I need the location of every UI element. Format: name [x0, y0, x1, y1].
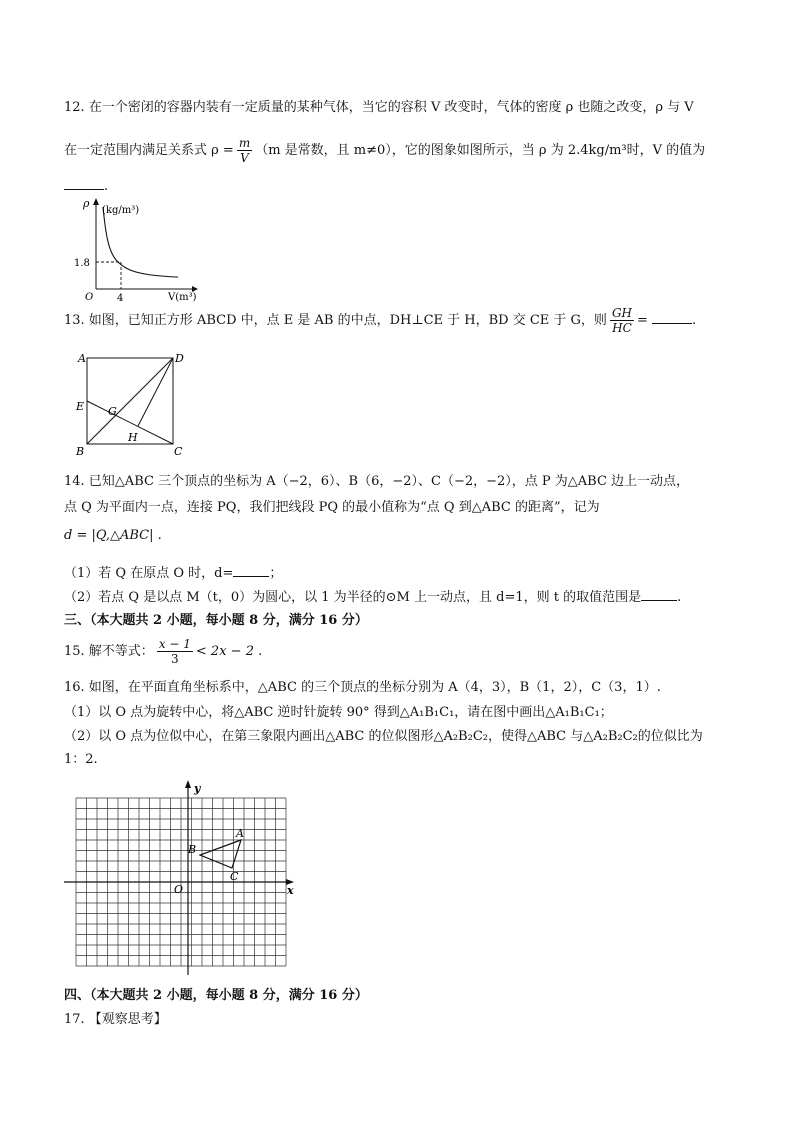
q12-x-tick: 4 [117, 293, 124, 304]
q16-line2: （1）以 O 点为旋转中心，将△ABC 逆时针旋转 90° 得到△A₁B₁C₁，请在图中画出△A₁B₁C₁； [64, 705, 613, 720]
q13-fraction [610, 306, 634, 335]
q16-y-label: y [194, 782, 201, 795]
q15-frac-den: 3 [171, 652, 179, 666]
q12-frac-num: m [238, 136, 251, 150]
q12-unit-label: (kg/m³) [102, 205, 140, 216]
q13-label-H: H [128, 431, 138, 444]
q12-line2-pre: 在一定范围内满足关系式 ρ = [64, 143, 234, 158]
q13-frac-den: HC [612, 321, 632, 335]
q13-figure [74, 348, 186, 458]
q15-line [64, 635, 262, 669]
q16-line4: 1：2. [64, 752, 98, 767]
q13-label-A: A [78, 352, 86, 365]
q12-fraction [237, 136, 252, 165]
q14-sub2-end: . [677, 590, 682, 605]
q15-fraction [157, 637, 193, 666]
q14-line3: d = |Q,△ABC| . [64, 528, 162, 543]
section-4-heading: 四、（本大题共 2 小题，每小题 8 分，满分 16 分） [64, 988, 368, 1003]
q12-line2 [64, 136, 705, 165]
q12-rho-label: ρ [83, 197, 90, 210]
q13-text-pre: 13. 如图，已知正方形 ABCD 中，点 E 是 AB 的中点，DH⊥CE 于 H，BD 交 CE 于 G，则 [64, 313, 607, 328]
q14-line2: 点 Q 为平面内一点，连接 PQ，我们把线段 PQ 的最小值称为“点 Q 到△ABC 的距离”，记为 [64, 500, 600, 515]
q16-label-C: C [230, 870, 239, 883]
q14-sub1-text: （1）若 Q 在原点 O 时，d= [64, 566, 234, 581]
q13-label-G: G [108, 405, 117, 418]
q14-sub1-end: ； [269, 566, 283, 581]
q12-frac-den: V [240, 151, 249, 165]
q13-answer-blank[interactable] [652, 311, 692, 324]
q15-frac-num: x − 1 [158, 637, 191, 651]
q16-y-arrow [185, 780, 191, 788]
q12-origin: O [85, 292, 94, 303]
q14-sub1-blank[interactable] [233, 564, 269, 577]
q15-post: < 2x − 2 . [195, 644, 263, 659]
q13-text-post: = [637, 313, 648, 328]
q16-line1: 16. 如图，在平面直角坐标系中，△ABC 的三个顶点的坐标分别为 A（4，3），B（1，2），C（3，1）. [64, 680, 661, 695]
q13-label-C: C [174, 445, 183, 458]
q12-y-arrow [93, 198, 99, 205]
q12-graph [74, 193, 200, 304]
q16-label-A: A [236, 827, 244, 840]
q13-label-B: B [76, 445, 85, 458]
section-3-heading: 三、（本大题共 2 小题，每小题 8 分，满分 16 分） [64, 613, 368, 628]
q14-sub1 [64, 564, 282, 582]
q12-curve [103, 207, 178, 277]
q12-x-label: V(m³) [168, 292, 197, 303]
q14-sub2-text: （2）若点 Q 是以点 M（t，0）为圆心，以 1 为半径的⊙M 上一动点，且 d=1，则 t 的取值范围是 [64, 590, 642, 605]
q16-label-B: B [188, 843, 197, 856]
q14-line1: 14. 已知△ABC 三个顶点的坐标为 A（−2，6）、B（6，−2）、C（−2，−2），点 P 为△ABC 边上一动点， [64, 474, 690, 489]
q12-line1: 12. 在一个密闭的容器内装有一定质量的某种气体，当它的容积 V 改变时，气体的密度 ρ 也随之改变，ρ 与 V [64, 100, 694, 115]
q16-line3: （2）以 O 点为位似中心，在第三象限内画出△ABC 的位似图形△A₂B₂C₂，使得△ABC 与△A₂B₂C₂的位似比为 [64, 729, 703, 744]
q12-end: . [104, 179, 109, 194]
q14-sub2-blank[interactable] [641, 588, 677, 601]
q12-line2-post: （m 是常数，且 m≠0），它的图象如图所示，当 ρ 为 2.4kg/m³时，V 的值为 [255, 143, 706, 158]
q13-line [64, 306, 696, 335]
q14-sub2 [64, 588, 681, 606]
q15-pre: 15. 解不等式： [64, 644, 154, 659]
q13-label-D: D [175, 352, 184, 365]
q13-end: . [692, 313, 697, 328]
q16-origin: O [174, 883, 184, 896]
q12-answer-blank[interactable] [64, 177, 104, 190]
q13-label-E: E [76, 400, 85, 413]
q12-y-tick: 1.8 [74, 258, 90, 269]
q16-coordinate-grid [64, 778, 304, 978]
q13-line-DH [138, 358, 173, 426]
q13-frac-num: GH [611, 306, 632, 320]
q16-x-label: x [287, 884, 294, 897]
q17-title: 17. 【观察思考】 [64, 1012, 167, 1027]
q16-triangle-ABC [200, 840, 241, 868]
